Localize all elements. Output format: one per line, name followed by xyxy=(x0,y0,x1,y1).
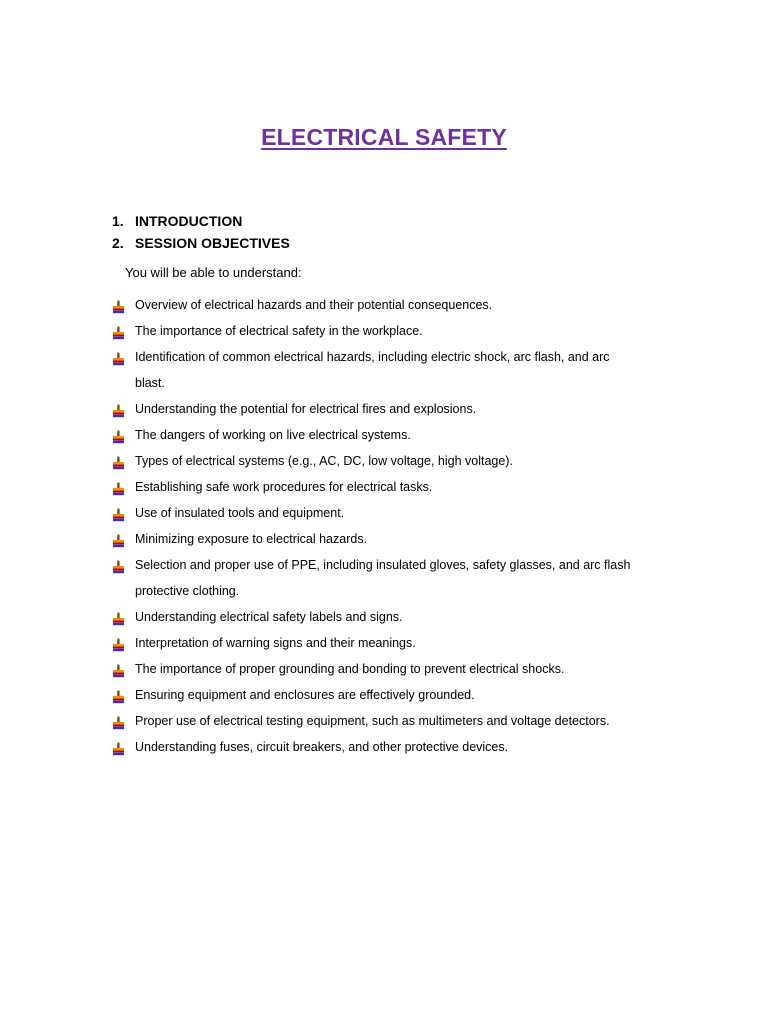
list-item xyxy=(112,318,672,344)
heading-introduction xyxy=(112,210,290,232)
heading-number: 2. xyxy=(112,235,124,251)
hand-pointer-icon xyxy=(112,479,126,493)
heading-session-objectives xyxy=(112,232,290,254)
hand-pointer-icon xyxy=(112,401,126,415)
list-item-text: Establishing safe work procedures for electrical tasks. xyxy=(135,480,433,494)
hand-pointer-icon xyxy=(112,557,126,571)
hand-pointer-icon xyxy=(112,531,126,545)
list-item xyxy=(112,604,672,630)
list-item-text: The dangers of working on live electrical systems. xyxy=(135,428,411,442)
list-item-text: Interpretation of warning signs and their meanings. xyxy=(135,636,416,650)
list-item-text: Minimizing exposure to electrical hazards. xyxy=(135,532,368,546)
hand-pointer-icon xyxy=(112,297,126,311)
heading-label: SESSION OBJECTIVES xyxy=(135,235,290,251)
hand-pointer-icon xyxy=(112,453,126,467)
document-title: ELECTRICAL SAFETY xyxy=(261,124,507,150)
list-item xyxy=(112,526,672,552)
list-item-text: Understanding electrical safety labels and signs. xyxy=(135,610,403,624)
list-item-text: Understanding the potential for electrical fires and explosions. xyxy=(135,402,477,416)
list-item-text: The importance of electrical safety in the workplace. xyxy=(135,324,423,338)
list-item-text: The importance of proper grounding and bonding to prevent electrical shocks. xyxy=(135,662,565,676)
hand-pointer-icon xyxy=(112,427,126,441)
heading-number: 1. xyxy=(112,213,124,229)
list-item xyxy=(112,344,672,396)
list-item xyxy=(112,474,672,500)
list-item xyxy=(112,682,672,708)
list-item-text: Types of electrical systems (e.g., AC, DC, low voltage, high voltage). xyxy=(135,454,513,468)
list-item-text: Use of insulated tools and equipment. xyxy=(135,506,345,520)
section-headings xyxy=(112,210,290,254)
list-item-text: Proper use of electrical testing equipment, such as multimeters and voltage detectors. xyxy=(135,714,610,728)
hand-pointer-icon xyxy=(112,661,126,675)
list-item xyxy=(112,656,672,682)
list-item xyxy=(112,448,672,474)
list-item xyxy=(112,552,672,604)
list-item xyxy=(112,708,672,734)
list-item-text: Ensuring equipment and enclosures are effectively grounded. xyxy=(135,688,475,702)
list-item xyxy=(112,500,672,526)
hand-pointer-icon xyxy=(112,323,126,337)
list-item xyxy=(112,292,672,318)
hand-pointer-icon xyxy=(112,739,126,753)
list-item xyxy=(112,734,672,760)
list-item-text: Selection and proper use of PPE, including insulated gloves, safety glasses, and arc flash protective clothing. xyxy=(135,558,631,598)
heading-label: INTRODUCTION xyxy=(135,213,243,229)
list-item-text: Overview of electrical hazards and their potential consequences. xyxy=(135,298,493,312)
intro-text: You will be able to understand: xyxy=(125,265,302,280)
hand-pointer-icon xyxy=(112,349,126,363)
list-item xyxy=(112,396,672,422)
objectives-list xyxy=(112,292,672,760)
list-item-text: Understanding fuses, circuit breakers, and other protective devices. xyxy=(135,740,509,754)
list-item xyxy=(112,422,672,448)
hand-pointer-icon xyxy=(112,687,126,701)
hand-pointer-icon xyxy=(112,635,126,649)
list-item-text: Identification of common electrical hazards, including electric shock, arc flash, and arc blast. xyxy=(135,350,610,390)
hand-pointer-icon xyxy=(112,609,126,623)
hand-pointer-icon xyxy=(112,505,126,519)
list-item xyxy=(112,630,672,656)
hand-pointer-icon xyxy=(112,713,126,727)
